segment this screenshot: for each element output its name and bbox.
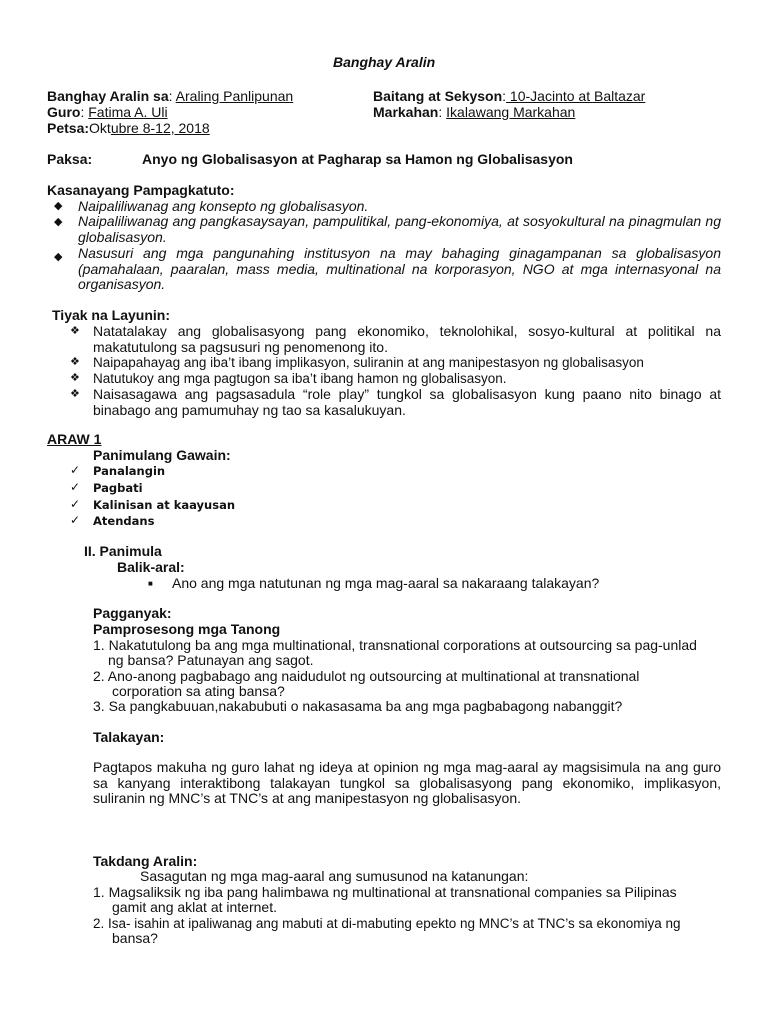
teacher-line: Guro: Fatima A. Uli [47,104,168,120]
clover-bullet-icon: ❖ [70,372,80,384]
grade-label: Baitang at Sekyson [373,88,503,104]
day1-heading: ARAW 1 [47,431,102,447]
assignment-item: 2. Isa- isahin at ipaliwanag ang mabuti at di-mabuting epekto ng MNC’s at TNC’s sa ekonomiya ng [93,916,681,931]
document-title: Banghay Aralin [333,54,436,70]
objective-item: Natutukoy ang mga pagtugon sa iba’t ibang hamon ng globalisasyon. [93,371,507,386]
quarter-value: Ikalawang Markahan [446,104,576,120]
date-value-start: Okt [89,120,111,136]
topic-label: Paksa: [47,151,93,167]
check-icon: ✓ [70,497,81,511]
clover-bullet-icon: ❖ [70,325,80,337]
process-question: 3. Sa pangkabuuan,nakabubuti o nakasasama ba ang mga pagbabagong nabanggit? [93,698,623,714]
assignment-intro: Sasagutan ng mga mag-aaral ang sumusunod na katanungan: [140,868,529,884]
quarter-line: Markahan: Ikalawang Markahan [373,104,576,120]
process-question-continued: ng bansa? Patunayan ang sagot. [108,652,314,668]
date-line [47,120,210,137]
assignment-item-continued: gamit ang aklat at internet. [112,899,277,915]
check-icon: ✓ [70,513,81,527]
intro-heading: II. Panimula [84,543,162,559]
diamond-bullet-icon: ◆ [54,200,63,212]
check-icon: ✓ [70,480,81,494]
teacher-value: Fatima A. Uli [88,104,168,120]
competency-item: Nasusuri ang mga pangunahing institusyon na may bahaging ginagampanan sa globalisasyon (pamahalaan, paaralan, mass media, multinational na korporasyon, NGO at mga internasyonal na organisasyon. [78,245,721,292]
initial-activities-heading: Panimulang Gawain: [93,447,231,463]
clover-bullet-icon: ❖ [70,356,80,368]
assignment-item: 1. Magsaliksik ng iba pang halimbawa ng multinational at transnational companies sa Pilipinas [93,884,677,900]
teacher-label: Guro [47,104,81,120]
objective-item: Natatalakay ang globalisasyong pang ekonomiko, teknolohikal, sosyo-kultural at politikal na makatutulong sa pagsusuri ng penomenong ito. [93,323,721,355]
discussion-heading: Talakayan: [93,729,165,745]
motivation-heading: Pagganyak: [93,605,172,621]
assignment-heading: Takdang Aralin: [93,853,198,869]
process-question: 1. Nakatutulong ba ang mga multinational, transnational corporations at outsourcing sa pag-unlad [93,637,697,653]
review-item: Ano ang mga natutunan ng mga mag-aaral sa nakaraang talakayan? [172,575,600,591]
clover-bullet-icon: ❖ [70,388,80,400]
objective-item: Naipapahayag ang iba’t ibang implikasyon, suliranin at ang manipestasyon ng globalisasyon [93,355,644,370]
date-value-rest: ubre 8-12, 2018 [110,120,210,136]
initial-activity-item: Pagbati [93,481,143,495]
objectives-heading: Tiyak na Layunin: [52,307,170,323]
objective-item: Naisasagawa ang pagsasadula “role play” tungkol sa globalisasyon kung paano nito binago at binabago ang pamumuhay ng tao sa kasalukuyan. [93,386,721,418]
competency-heading: Kasanayang Pampagkatuto: [47,182,235,198]
square-bullet-icon: ■ [148,579,153,588]
discussion-paragraph: Pagtapos makuha ng guro lahat ng ideya at opinion ng mga mag-aaral ay magsisimula na ang guro sa kanyang interaktibong talakayan tungkol sa globalisasyong pang ekonomiko, implikasyon, suliranin ng MNC’s at TNC’s at ang manipestasyon ng globalisasyon. [93,759,721,806]
topic-value: Anyo ng Globalisasyon at Pagharap sa Hamon ng Globalisasyon [142,151,573,167]
initial-activity-item: Kalinisan at kaayusan [93,498,236,512]
quarter-label: Markahan [373,104,439,120]
review-heading: Balik-aral: [117,559,185,575]
assignment-item-continued: bansa? [112,930,158,946]
diamond-bullet-icon: ◆ [54,251,63,263]
date-label: Petsa: [47,120,90,136]
competency-item: Naipaliliwanag ang pangkasaysayan, pampulitikal, pang-ekonomiya, at sosyokultural na pinagmulan ng globalisasyon. [78,213,721,245]
check-icon: ✓ [70,463,81,477]
grade-value: 10-Jacinto at Baltazar [506,88,646,104]
subject-label: Banghay Aralin sa [47,88,169,104]
grade-line: Baitang at Sekyson: 10-Jacinto at Baltazar [373,88,646,104]
competency-item: Naipaliliwanag ang konsepto ng globalisasyon. [78,198,369,214]
subject-line: Banghay Aralin sa: Araling Panlipunan [47,88,294,104]
process-question: 2. Ano-anong pagbabago ang naidudulot ng outsourcing at multinational at transnational [93,668,640,684]
process-questions-heading: Pamprosesong mga Tanong [93,621,281,637]
diamond-bullet-icon: ◆ [54,216,63,228]
subject-value: Araling Panlipunan [175,88,294,104]
process-question-continued: corporation sa ating bansa? [112,683,285,699]
initial-activity-item: Atendans [93,514,155,528]
initial-activity-item: Panalangin [93,464,166,478]
